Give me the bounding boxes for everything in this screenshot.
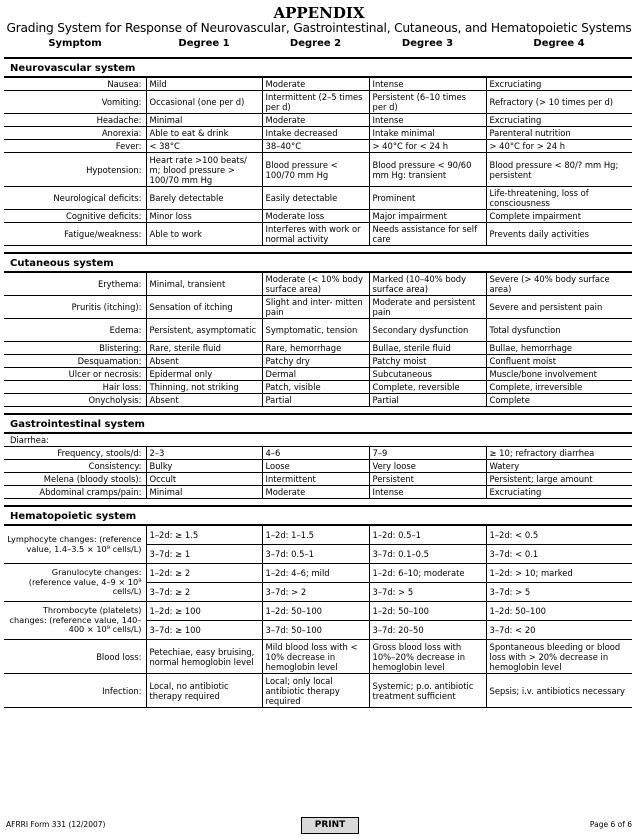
row-label: Headache: [4,114,146,127]
table-cell: Moderate [262,486,369,499]
row-label: Pruritis (itching): [4,296,146,319]
table-cell: 1–2d: > 10; marked [486,564,632,583]
table-cell: Petechiae, easy bruising, normal hemoglobin level [146,640,262,674]
table-row [4,526,632,545]
table-cell: Patch, visible [262,381,369,394]
table-cell: Intermittent (2–5 times per d) [262,91,369,114]
section-title: Neurovascular system [4,59,632,77]
table-cell: > 40°C for > 24 h [486,140,632,153]
table-row [4,91,632,114]
row-label: Abdominal cramps/pain: [4,486,146,499]
page-subtitle: Grading System for Response of Neurovascular, Gastrointestinal, Cutaneous, and Hematopoietic Systems [6,21,632,35]
row-label: Hair loss: [4,381,146,394]
row-label: Nausea: [4,78,146,91]
table-cell: Excruciating [486,78,632,91]
table-cell: Intake decreased [262,127,369,140]
table-cell: 1–2d: 1–1.5 [262,526,369,545]
table-cell: > 40°C for < 24 h [369,140,486,153]
table-cell: Persistent (6–10 times per d) [369,91,486,114]
table-cell: Minor loss [146,210,262,223]
table-cell: Able to work [146,223,262,246]
table-cell: Moderate (< 10% body surface area) [262,273,369,296]
table-cell: Moderate loss [262,210,369,223]
table-cell: Very loose [369,460,486,473]
row-label: Blood loss: [4,640,146,674]
row-label: Ulcer or necrosis: [4,368,146,381]
row-label: Infection: [4,674,146,708]
table-cell: 3–7d: ≥ 2 [146,583,262,602]
table-cell: Patchy dry [262,355,369,368]
table-cell: Minimal, transient [146,273,262,296]
table-cell: Prominent [369,187,486,210]
table-cell: Refractory (> 10 times per d) [486,91,632,114]
column-header-degree-2: Degree 2 [289,38,342,49]
column-header-degree-4: Degree 4 [533,38,585,49]
table-cell: Partial [369,394,486,407]
table-cell: Moderate [262,78,369,91]
table-cell: 1–2d: < 0.5 [486,526,632,545]
row-label: Fever: [4,140,146,153]
table-cell: Interferes with work or normal activity [262,223,369,246]
table-cell: Intense [369,78,486,91]
table-cell: Persistent; large amount [486,473,632,486]
table-cell: Persistent, asymptomatic [146,319,262,342]
row-label: Granulocyte changes: (reference value, 4–9 × 10⁹ cells/L) [4,564,146,602]
table-cell: 3–7d: 0.5–1 [262,545,369,564]
table-cell: 1–2d: 50–100 [486,602,632,621]
table-cell: 1–2d: 50–100 [262,602,369,621]
table-cell: 3–7d: < 0.1 [486,545,632,564]
table-cell: Slight and inter- mitten pain [262,296,369,319]
table-cell: Complete impairment [486,210,632,223]
table-cell: Bulky [146,460,262,473]
table-row [4,223,632,246]
table-cell: Loose [262,460,369,473]
table-row [4,210,632,223]
table-row [4,368,632,381]
table-cell: Intermittent [262,473,369,486]
table-cell: Needs assistance for self care [369,223,486,246]
table-cell: 1–2d: 6–10; moderate [369,564,486,583]
table-cell: Absent [146,394,262,407]
table-cell: Rare, sterile fluid [146,342,262,355]
table-row [4,447,632,460]
table-cell: Marked (10–40% body surface area) [369,273,486,296]
page-title: APPENDIX [273,4,365,22]
table-row [4,640,632,674]
table-row [4,602,632,621]
table-cell: Gross blood loss with 10%–20% decrease in hemoglobin level [369,640,486,674]
row-label: Anorexia: [4,127,146,140]
table-cell: Blood pressure < 90/60 mm Hg: transient [369,153,486,187]
table-row [4,153,632,187]
table-cell: Blood pressure < 100/70 mm Hg [262,153,369,187]
table-row [4,564,632,583]
row-label: Neurological deficits: [4,187,146,210]
table-cell: 3–7d: ≥ 1 [146,545,262,564]
table-cell: Occasional (one per d) [146,91,262,114]
table-cell: 3–7d: < 20 [486,621,632,640]
table-row [4,674,632,708]
column-header-symptom: Symptom [48,38,102,49]
table-cell: Excruciating [486,114,632,127]
table-cell: 1–2d: ≥ 100 [146,602,262,621]
table-cell: Spontaneous bleeding or blood loss with > 20% decrease in hemoglobin level [486,640,632,674]
row-label: Erythema: [4,273,146,296]
table-cell: 3–7d: 20–50 [369,621,486,640]
table-cell: Subcutaneous [369,368,486,381]
table-cell: Moderate [262,114,369,127]
column-header-degree-3: Degree 3 [401,38,454,49]
row-label: Vomiting: [4,91,146,114]
row-label: Edema: [4,319,146,342]
section-title: Hematopoietic system [4,507,632,525]
table-row [4,381,632,394]
table-cell: 3–7d: 0.1–0.5 [369,545,486,564]
table-cell: 4–6 [262,447,369,460]
table-row [4,355,632,368]
table-cell: Complete [486,394,632,407]
table-cell: Occult [146,473,262,486]
table-cell: Bullae, hemorrhage [486,342,632,355]
section-title: Cutaneous system [4,254,632,272]
section-table [4,525,632,708]
table-cell: Barely detectable [146,187,262,210]
row-label: Desquamation: [4,355,146,368]
table-row [4,127,632,140]
column-headers [4,38,632,52]
row-label: Hypotension: [4,153,146,187]
table-row [4,394,632,407]
table-cell: Confluent moist [486,355,632,368]
table-row [4,296,632,319]
table-row [4,319,632,342]
table-row [4,460,632,473]
table-cell: Total dysfunction [486,319,632,342]
table-cell: Systemic; p.o. antibiotic treatment sufficient [369,674,486,708]
table-cell: Intake minimal [369,127,486,140]
table-cell: Local, no antibiotic therapy required [146,674,262,708]
table-row [4,78,632,91]
table-cell: Intense [369,486,486,499]
table-cell: Intense [369,114,486,127]
row-label: Thrombocyte (platelets) changes: (reference value, 140–400 × 10⁹ cells/L) [4,602,146,640]
table-cell: Severe and persistent pain [486,296,632,319]
table-cell: Watery [486,460,632,473]
section-title: Gastrointestinal system [4,415,632,433]
table-cell: Blood pressure < 80/? mm Hg; persistent [486,153,632,187]
table-cell: 3–7d: > 2 [262,583,369,602]
table-cell: Life-threatening, loss of consciousness [486,187,632,210]
section-table [4,77,632,246]
table-cell: Absent [146,355,262,368]
table-cell: Moderate and persistent pain [369,296,486,319]
table-cell: Complete, reversible [369,381,486,394]
table-row [4,473,632,486]
table-cell: Severe (> 40% body surface area) [486,273,632,296]
subheading: Diarrhea: [4,434,632,447]
table-row [4,114,632,127]
table-cell: Partial [262,394,369,407]
table-cell: Persistent [369,473,486,486]
table-cell: Mild [146,78,262,91]
table-cell: 1–2d: ≥ 2 [146,564,262,583]
table-cell: 2–3 [146,447,262,460]
row-label: Lymphocyte changes: (reference value, 1.4–3.5 × 10⁹ cells/L) [4,526,146,564]
row-label: Cognitive deficits: [4,210,146,223]
table-cell: 3–7d: > 5 [486,583,632,602]
table-cell: Complete, irreversible [486,381,632,394]
table-cell: Minimal [146,486,262,499]
table-cell: 3–7d: ≥ 100 [146,621,262,640]
section-table [4,272,632,407]
table-cell: Minimal [146,114,262,127]
table-cell: 7–9 [369,447,486,460]
footer [0,815,638,835]
form-id: AFRRI Form 331 (12/2007) [6,820,106,829]
table-cell: Patchy moist [369,355,486,368]
section-table [4,433,632,499]
table-cell: Easily detectable [262,187,369,210]
table-cell: Local; only local antibiotic therapy required [262,674,369,708]
table-cell: Secondary dysfunction [369,319,486,342]
table-row [4,342,632,355]
table-cell: ≥ 10; refractory diarrhea [486,447,632,460]
subheading-row [4,434,632,447]
column-header-degree-1: Degree 1 [178,38,230,49]
row-label: Onycholysis: [4,394,146,407]
table-cell: Parenteral nutrition [486,127,632,140]
table-row [4,187,632,210]
table-cell: 1–2d: ≥ 1.5 [146,526,262,545]
row-label: Melena (bloody stools): [4,473,146,486]
table-cell: 1–2d: 50–100 [369,602,486,621]
table-cell: Sepsis; i.v. antibiotics necessary [486,674,632,708]
table-cell: 3–7d: > 5 [369,583,486,602]
table-row [4,486,632,499]
table-cell: 38–40°C [262,140,369,153]
table-cell: Major impairment [369,210,486,223]
row-label: Consistency: [4,460,146,473]
table-cell: Prevents daily activities [486,223,632,246]
table-cell: Epidermal only [146,368,262,381]
table-cell: Bullae, sterile fluid [369,342,486,355]
table-cell: 1–2d: 4–6; mild [262,564,369,583]
row-label: Frequency, stools/d: [4,447,146,460]
table-cell: Heart rate >100 beats/ m; blood pressure > 100/70 mm Hg [146,153,262,187]
table-cell: Mild blood loss with < 10% decrease in hemoglobin level [262,640,369,674]
print-button[interactable]: PRINT [301,817,359,834]
table-cell: Excruciating [486,486,632,499]
table-row [4,140,632,153]
table-cell: Able to eat & drink [146,127,262,140]
table-row [4,273,632,296]
row-label: Blistering: [4,342,146,355]
table-cell: 1–2d: 0.5–1 [369,526,486,545]
table-cell: Sensation of itching [146,296,262,319]
row-label: Fatigue/weakness: [4,223,146,246]
table-cell: Rare, hemorrhage [262,342,369,355]
table-cell: 3–7d: 50–100 [262,621,369,640]
table-cell: Muscle/bone involvement [486,368,632,381]
grading-table [4,57,632,708]
table-cell: Dermal [262,368,369,381]
page-number: Page 6 of 6 [589,820,632,829]
table-cell: < 38°C [146,140,262,153]
table-cell: Thinning, not striking [146,381,262,394]
table-cell: Symptomatic, tension [262,319,369,342]
